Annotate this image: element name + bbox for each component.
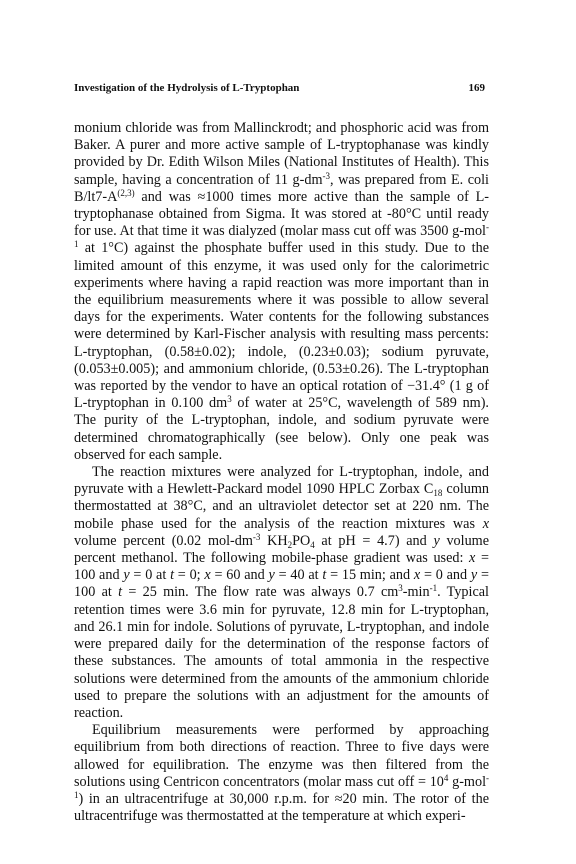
page-number: 169: [468, 82, 485, 94]
text-segment: 3: [227, 394, 232, 405]
text-segment: , was prepared from E. coli B/lt7-A: [74, 171, 489, 205]
text-segment: y: [268, 567, 275, 584]
text-segment: = 100 at: [74, 567, 489, 601]
text-segment: -min: [402, 584, 430, 601]
text-segment: t: [322, 567, 327, 584]
text-segment: Equilibrium measurements were performed by approaching equilibrium from both directions of reaction. Three to five days were allowed for equilibration. The enzyme was then filtered from the solutions using Centricon concentrators (molar mass cut off = 10: [74, 722, 489, 790]
text-segment: = 0;: [174, 567, 205, 584]
text-segment: 4: [310, 539, 315, 550]
text-segment: = 60 and: [210, 567, 269, 584]
text-segment: at pH = 4.7) and: [314, 532, 434, 549]
text-segment: . Typical retention times were 3.6 min for pyruvate, 12.8 min for L-tryptophan, and 26.1 min for indole. Solutions of pyruvate, L-tryptophan, and indole were prepared daily for the determination of the response factors of these substances. The amounts of total ammonia in the respective solutions were determined from the amounts of the ammonium chloride used to prepare the solutions with an adjustment for the amounts of reaction.: [74, 584, 489, 721]
text-segment: y: [470, 567, 478, 584]
text-segment: volume percent (0.02 mol-dm: [74, 532, 253, 549]
text-segment: 2: [287, 539, 293, 550]
text-segment: y: [123, 567, 130, 584]
text-segment: PO: [292, 532, 311, 549]
text-segment: t: [118, 584, 123, 601]
paragraph-3: [74, 722, 489, 825]
text-segment: -1: [74, 772, 490, 800]
text-segment: = 15 min; and: [326, 567, 414, 584]
text-segment: x: [413, 567, 421, 584]
text-segment: volume percent methanol. The following mobile-phase gradient was used:: [74, 532, 490, 567]
text-segment: column thermostatted at 38°C, and an ultraviolet detector set at 220 nm. The mobile phase used for the analysis of the reaction mixtures was: [74, 481, 489, 532]
text-segment: = 40 at: [274, 567, 323, 584]
text-segment: = 25 min. The flow rate was always 0.7 cm: [122, 584, 399, 601]
text-segment: g-mol: [448, 773, 487, 790]
text-segment: 18: [433, 488, 443, 499]
paragraph-2: [74, 464, 489, 722]
text-segment: y: [433, 532, 440, 549]
text-segment: of water at 25°C, wavelength of 589 nm). The purity of the L-tryptophan, indole, and sodium pyruvate were determined chromatographically (see below). Only one peak was observed for each sample.: [74, 395, 489, 463]
text-segment: x: [204, 567, 211, 584]
text-segment: t: [170, 567, 175, 584]
text-segment: = 0 and: [420, 567, 471, 584]
text-segment: x: [482, 515, 489, 532]
text-segment: KH: [260, 532, 288, 549]
text-segment: -1: [74, 222, 489, 250]
text-segment: (2,3): [117, 187, 135, 198]
text-segment: -3: [252, 531, 261, 542]
text-segment: -1: [429, 583, 438, 594]
text-segment: = 100 and: [74, 550, 489, 584]
body-text: [74, 120, 489, 825]
text-segment: 4: [443, 772, 449, 783]
text-segment: The reaction mixtures were analyzed for L-tryptophan, indole, and pyruvate with a Hewlett-Packard model 1090 HPLC Zorbax C: [74, 464, 489, 498]
text-segment: and was ≈1000 times more active than the sample of L-tryptophanase obtained from Sigma. It was stored at -80°C until ready for use. At that time it was dialyzed (molar mass cut off was 3500 g-mol: [74, 188, 489, 240]
text-segment: x: [469, 550, 476, 567]
running-title: Investigation of the Hydrolysis of L-Tryptophan: [74, 82, 300, 94]
paragraph-1: [74, 120, 489, 464]
text-segment: monium chloride was from Mallinckrodt; and phosphoric acid was from Baker. A purer and more active sample of L-tryptophanase was kindly provided by Dr. Edith Wilson Miles (National Institutes of Health). This sample, having a concentration of 11 g-dm: [74, 120, 489, 188]
text-segment: at 1°C) against the phosphate buffer used in this study. Due to the limited amount of this enzyme, it was used only for the calorimetric experiments where having a rapid reaction was more important than in the equilibrium measurements where it was possible to allow several days for the experiments. Water contents for the following substances were determined by Karl-Fischer analysis with resulting mass percents: L-tryptophan, (0.58±0.02); indole, (0.23±0.03); sodium pyruvate, (0.053±0.005); and ammonium chloride, (0.53±0.26). The L-tryptophan was reported by the vendor to have an optical rotation of −31.4° (1 g of L-tryptophan in 0.100 dm: [74, 240, 489, 412]
text-segment: = 0 at: [129, 567, 171, 584]
text-segment: 3: [398, 583, 403, 594]
text-segment: ) in an ultracentrifuge at 30,000 r.p.m. for ≈20 min. The rotor of the ultracentrifuge was thermostatted at the temperature at which experi-: [74, 790, 489, 825]
text-segment: -3: [322, 170, 330, 181]
